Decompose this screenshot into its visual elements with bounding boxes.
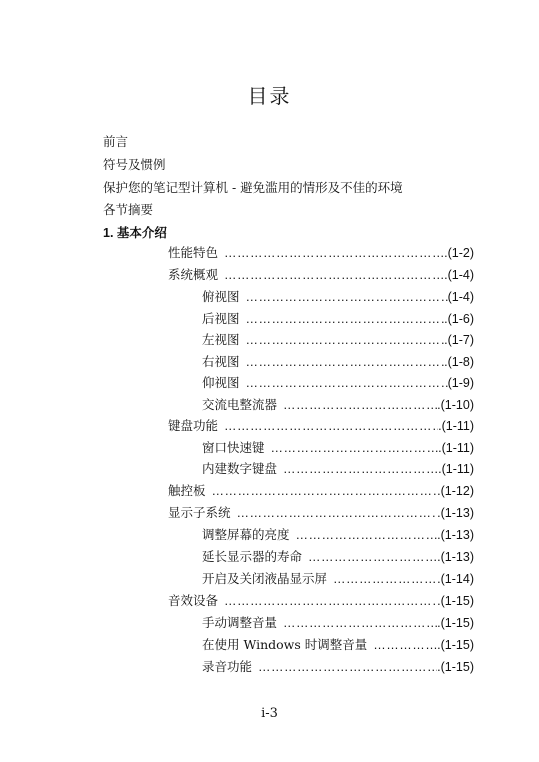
toc-entry-label: 窗口快速键: [202, 440, 265, 455]
toc-entry: [202, 569, 474, 587]
toc-entry-label: 手动调整音量: [202, 615, 278, 630]
toc-entry-page: .(1-8): [444, 355, 474, 369]
toc-entry: [202, 525, 474, 543]
toc-preface-item: 各节摘要: [103, 202, 154, 217]
toc-entry-label: 左视图: [202, 332, 240, 347]
toc-entry: [168, 416, 474, 434]
toc-entry: [202, 438, 474, 456]
toc-entry-label: 键盘功能: [168, 418, 219, 433]
toc-entry-page: .(1-10): [437, 398, 474, 412]
toc-leader-dots: [218, 268, 444, 282]
toc-entry: [168, 591, 474, 609]
toc-entry: [202, 287, 474, 305]
toc-leader-dots: [277, 616, 437, 630]
toc-entry-page: .(1-7): [444, 333, 474, 347]
toc-entry: [202, 395, 474, 413]
toc-leader-dots: [218, 246, 444, 260]
toc-leader-dots: [218, 594, 437, 608]
toc-preface-item: 符号及惯例: [103, 157, 166, 172]
toc-entry-label: 开启及关闭液晶显示屏: [202, 571, 328, 586]
toc-entry-page: (1-4): [447, 290, 474, 304]
toc-entry-label: 触控板: [168, 483, 206, 498]
toc-leader-dots: [302, 550, 437, 564]
toc-leader-dots: [277, 398, 437, 412]
toc-entry-label: 系统概观: [168, 267, 219, 282]
toc-entry-label: 在使用 Windows 时调整音量: [202, 637, 368, 652]
toc-entry: [202, 635, 474, 653]
toc-entry-label: 交流电整流器: [202, 397, 278, 412]
toc-leader-dots: [240, 312, 445, 326]
toc-entry-page: .(1-13): [437, 550, 474, 564]
toc-entry: [168, 481, 474, 499]
toc-entry-label: 后视图: [202, 311, 240, 326]
toc-entry-page: .(1-11): [438, 462, 474, 476]
toc-leader-dots: [327, 572, 437, 586]
toc-leader-dots: [277, 462, 438, 476]
toc-leader-dots: [240, 355, 445, 369]
toc-entry-label: 性能特色: [168, 245, 219, 260]
toc-entry: [202, 657, 474, 675]
toc-entry-page: .(1-15): [437, 660, 474, 674]
toc-entry-page: .(1-15): [437, 594, 474, 608]
toc-preface-item: 前言: [103, 134, 129, 149]
toc-entry-label: 内建数字键盘: [202, 461, 278, 476]
toc-entry-page: .(1-4): [444, 268, 474, 282]
toc-leader-dots: [252, 660, 437, 674]
toc-entry-page: .(1-13): [437, 528, 474, 542]
toc-entry: [202, 330, 474, 348]
page-number: i-3: [261, 706, 278, 721]
toc-entry-page: .(1-2): [444, 246, 474, 260]
toc-entry: [202, 613, 474, 631]
toc-entry-label: 音效设备: [168, 593, 219, 608]
toc-preface-item: 保护您的笔记型计算机 - 避免滥用的情形及不佳的环境: [103, 180, 403, 195]
toc-entry: [202, 459, 474, 477]
toc-entry: [168, 243, 474, 261]
toc-leader-dots: [218, 419, 438, 433]
toc-entry-page: .(1-12): [437, 484, 474, 498]
toc-entry-label: 显示子系统: [168, 505, 231, 520]
toc-entry-page: .(1-11): [438, 441, 474, 455]
toc-entry: [168, 265, 474, 283]
toc-leader-dots: [240, 376, 448, 390]
toc-leader-dots: [240, 290, 448, 304]
toc-leader-dots: [240, 333, 445, 347]
toc-title: 目录: [247, 84, 292, 108]
toc-entry-page: .(1-15): [437, 616, 474, 630]
toc-entry: [202, 352, 474, 370]
toc-entry: [202, 309, 474, 327]
toc-entry-page: (1-9): [447, 376, 474, 390]
toc-entry-page: .(1-11): [438, 419, 474, 433]
toc-entry-label: 俯视图: [202, 289, 240, 304]
toc-entry: [202, 547, 474, 565]
toc-leader-dots: [367, 638, 437, 652]
toc-entry-label: 调整屏幕的亮度: [202, 527, 290, 542]
toc-entry-page: .(1-6): [444, 312, 474, 326]
toc-leader-dots: [265, 441, 439, 455]
toc-entry-label: 录音功能: [202, 659, 253, 674]
toc-entry: [202, 373, 474, 391]
toc-leader-dots: [206, 484, 438, 498]
toc-entry-label: 右视图: [202, 354, 240, 369]
toc-leader-dots: [290, 528, 438, 542]
toc-entry-page: .(1-13): [437, 506, 474, 520]
toc-entry-label: 延长显示器的寿命: [202, 549, 303, 564]
toc-leader-dots: [231, 506, 438, 520]
toc-section-heading: 1. 基本介绍: [103, 226, 167, 240]
toc-entry-page: .(1-15): [437, 638, 474, 652]
toc-entry-label: 仰视图: [202, 375, 240, 390]
toc-entry-page: .(1-14): [437, 572, 474, 586]
toc-entry: [168, 503, 474, 521]
